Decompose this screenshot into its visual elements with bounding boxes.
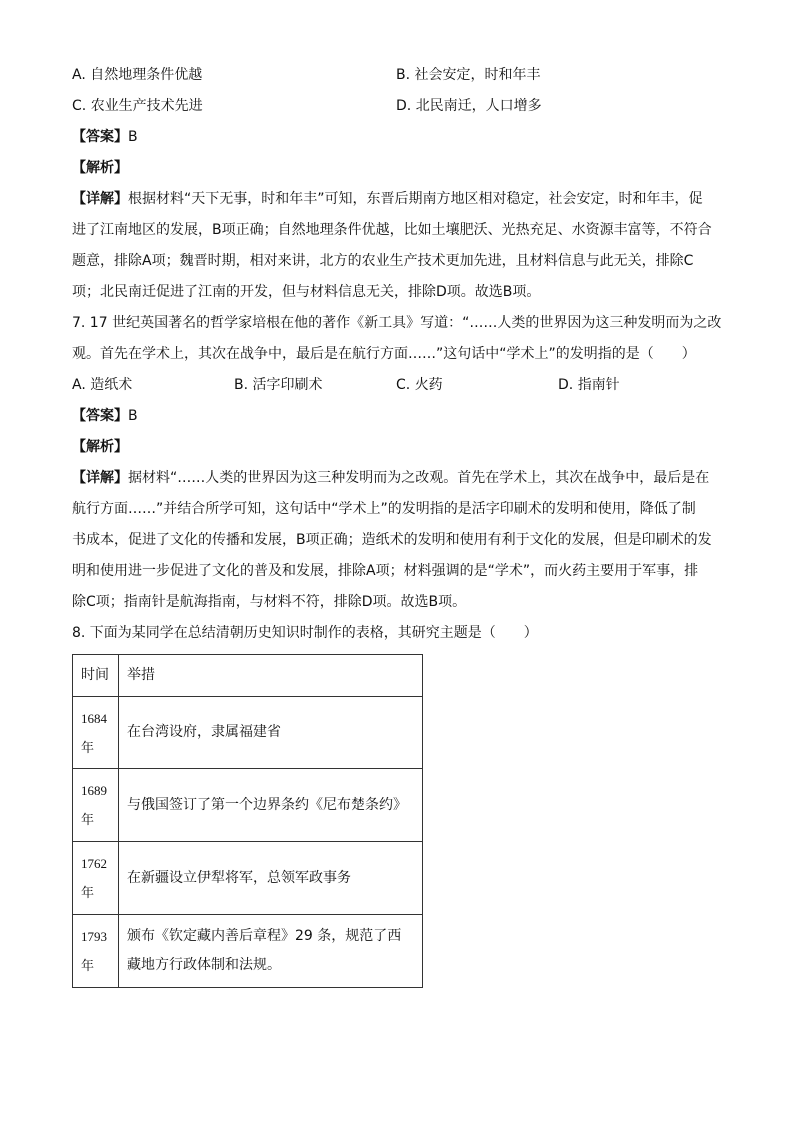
row-time: 1793 年	[73, 915, 119, 988]
row-measure: 在新疆设立伊犁将军，总领军政事务	[119, 842, 423, 915]
q7-stem-line-1: 7. 17 世纪英国著名的哲学家培根在他的著作《新工具》写道：“……人类的世界因为这三种发明而为之改	[72, 315, 722, 331]
table-row	[73, 769, 423, 842]
q6-detail-line-3: 题意，排除A项；魏晋时期，相对来讲，北方的农业生产技术更加先进，且材料信息与此无关，排除C	[72, 253, 694, 269]
q7-option-c: C. 火药	[396, 377, 443, 393]
row-time: 1684 年	[73, 697, 119, 769]
row-measure: 在台湾设府，隶属福建省	[119, 697, 423, 769]
q6-option-a: A. 自然地理条件优越	[72, 67, 203, 83]
q6-detail-line-1: 【详解】根据材料“天下无事，时和年丰”可知，东晋后期南方地区相对稳定，社会安定，时和年丰，促	[72, 191, 703, 207]
q6-answer: 【答案】B	[72, 129, 138, 145]
q7-answer: 【答案】B	[72, 408, 138, 424]
q7-detail-line-5: 除C项；指南针是航海指南，与材料不符，排除D项。故选B项。	[72, 594, 467, 610]
table-header-row	[73, 655, 423, 697]
q6-option-b: B. 社会安定，时和年丰	[396, 67, 541, 83]
q6-option-d: D. 北民南迁，人口增多	[396, 98, 542, 114]
q7-option-b: B. 活字印刷术	[234, 377, 323, 393]
q6-options-row-2	[72, 91, 722, 122]
q7-option-d: D. 指南针	[558, 377, 620, 393]
q7-detail-line-4: 明和使用进一步促进了文化的普及和发展，排除A项；材料强调的是“学术”，而火药主要用于军事，排	[72, 563, 699, 579]
q7-stem-line-2: 观。首先在学术上，其次在战争中，最后是在航行方面……”这句话中“学术上”的发明指的是（ ）	[72, 346, 696, 362]
q6-detail-line-2: 进了江南地区的发展，B项正确；自然地理条件优越，比如土壤肥沃、光热充足、水资源丰富等，不符合	[72, 222, 712, 238]
q7-options-row	[72, 370, 722, 401]
row-measure: 与俄国签订了第一个边界条约《尼布楚条约》	[119, 769, 423, 842]
table-row	[73, 842, 423, 915]
q6-detail-line-4: 项；北民南迁促进了江南的开发，但与材料信息无关，排除D项。故选B项。	[72, 284, 541, 300]
table-row	[73, 697, 423, 769]
document-page	[72, 60, 722, 649]
q7-option-a: A. 造纸术	[72, 377, 133, 393]
q7-detail-line-1: 【详解】据材料“……人类的世界因为这三种发明而为之改观。首先在学术上，其次在战争中，最后是在	[72, 470, 710, 486]
q6-options-row-1	[72, 60, 722, 91]
row-time: 1762 年	[73, 842, 119, 915]
q7-detail-line-3: 书成本，促进了文化的传播和发展，B项正确；造纸术的发明和使用有利于文化的发展，但是印刷术的发	[72, 532, 712, 548]
qing-measures-table	[72, 654, 423, 988]
header-measure: 举措	[119, 655, 423, 697]
q8-stem: 8. 下面为某同学在总结清朝历史知识时制作的表格，其研究主题是（ ）	[72, 625, 538, 641]
header-time: 时间	[73, 655, 119, 697]
q7-analysis-heading: 【解析】	[72, 439, 128, 455]
row-measure: 颁布《钦定藏内善后章程》29 条，规范了西藏地方行政体制和法规。	[119, 915, 423, 988]
q6-analysis-heading: 【解析】	[72, 160, 128, 176]
table-row	[73, 915, 423, 988]
q7-detail-line-2: 航行方面……”并结合所学可知，这句话中“学术上”的发明指的是活字印刷术的发明和使用，降低了制	[72, 501, 696, 517]
row-time: 1689 年	[73, 769, 119, 842]
q6-option-c: C. 农业生产技术先进	[72, 98, 203, 114]
